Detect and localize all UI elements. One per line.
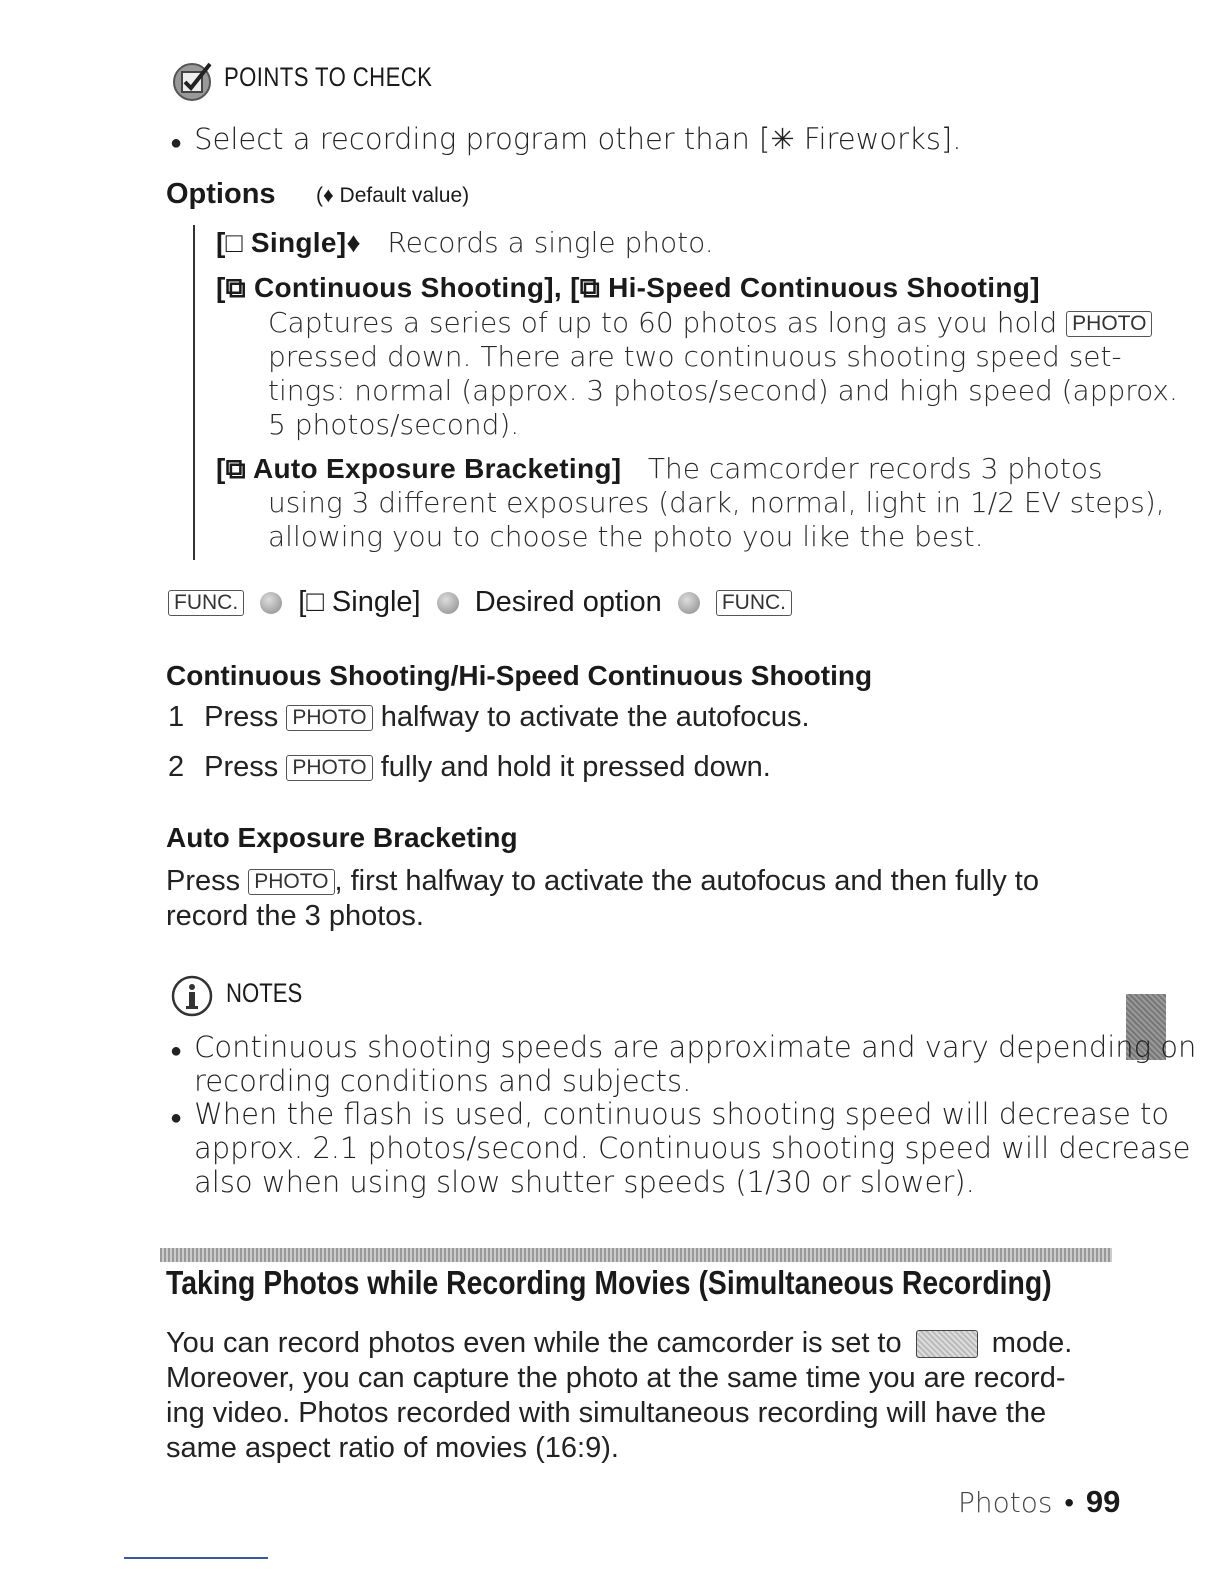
func-path: FUNC. [□ Single] Desired option FUNC. [168, 586, 792, 619]
option-single: [□ Single]♦ Records a single photo. [216, 226, 714, 259]
func-key: FUNC. [716, 590, 792, 616]
options-heading: Options [166, 178, 276, 210]
continuous-step-2: 2 Press PHOTO fully and hold it pressed down. [168, 751, 771, 783]
note-bullet-1-cont: recording conditions and subjects. [194, 1064, 692, 1098]
simultaneous-heading: Taking Photos while Recording Movies (Simultaneous Recording) [166, 1264, 1052, 1301]
options-default-note: (♦ Default value) [316, 184, 470, 207]
option-continuous-label: [⧉ Continuous Shooting], [⧉ Hi-Speed Continuous Shooting] [216, 272, 1040, 303]
note-bullet-2-cont: approx. 2.1 photos/second. Continuous shooting speed will decrease also when using slow shutter speeds (1/30 or slower). [194, 1131, 1191, 1199]
photo-key: PHOTO [286, 755, 372, 781]
points-to-check-title: POINTS TO CHECK [224, 62, 433, 92]
footer-line [124, 1557, 268, 1559]
option-continuous-desc: Captures a series of up to 60 photos as long as you hold PHOTO pressed down. There are two continuous shooting speed set- tings: normal (approx. 3 photos/second) and high speed (approx. 5 photos/second). [268, 306, 1178, 441]
points-to-check-icon [170, 58, 214, 102]
note-bullet-2: ● When the flash is used, continuous shooting speed will decrease to [170, 1097, 1170, 1131]
option-aeb-desc: using 3 different exposures (dark, normal, light in 1/2 EV steps), allowing you to choose the photo you like the best. [268, 486, 1165, 553]
func-key: FUNC. [168, 590, 244, 616]
points-to-check-bullet: ● Select a recording program other than [✳ Fireworks]. [170, 122, 962, 156]
page-number: 99 [1085, 1484, 1121, 1519]
page-footer: Photos • 99 [958, 1484, 1121, 1519]
arrow-icon [437, 592, 459, 614]
notes-title: NOTES [226, 978, 303, 1008]
arrow-icon [678, 592, 700, 614]
note-bullet-1: ● Continuous shooting speeds are approximate and vary depending on [170, 1030, 1197, 1064]
section-divider [160, 1248, 1112, 1262]
photo-key: PHOTO [248, 869, 334, 895]
movie-mode-icon [916, 1330, 978, 1358]
option-aeb: [⧉ Auto Exposure Bracketing] The camcorder records 3 photos [216, 452, 1103, 485]
photo-key: PHOTO [1066, 311, 1152, 337]
continuous-step-1: 1 Press PHOTO halfway to activate the autofocus. [168, 701, 810, 733]
simultaneous-text: You can record photos even while the camcorder is set to mode. Moreover, you can capture the photo at the same time you are record- ing video. Photos recorded with simultaneous recording will have the same aspect ratio of movies (16:9). [166, 1327, 1073, 1464]
continuous-heading: Continuous Shooting/Hi-Speed Continuous Shooting [166, 660, 873, 691]
photo-key: PHOTO [286, 705, 372, 731]
options-bar [193, 225, 195, 560]
arrow-icon [260, 592, 282, 614]
info-icon [170, 974, 214, 1018]
aeb-heading: Auto Exposure Bracketing [166, 822, 518, 853]
aeb-text: Press PHOTO , first halfway to activate the autofocus and then fully to record the 3 photos. [166, 865, 1039, 932]
